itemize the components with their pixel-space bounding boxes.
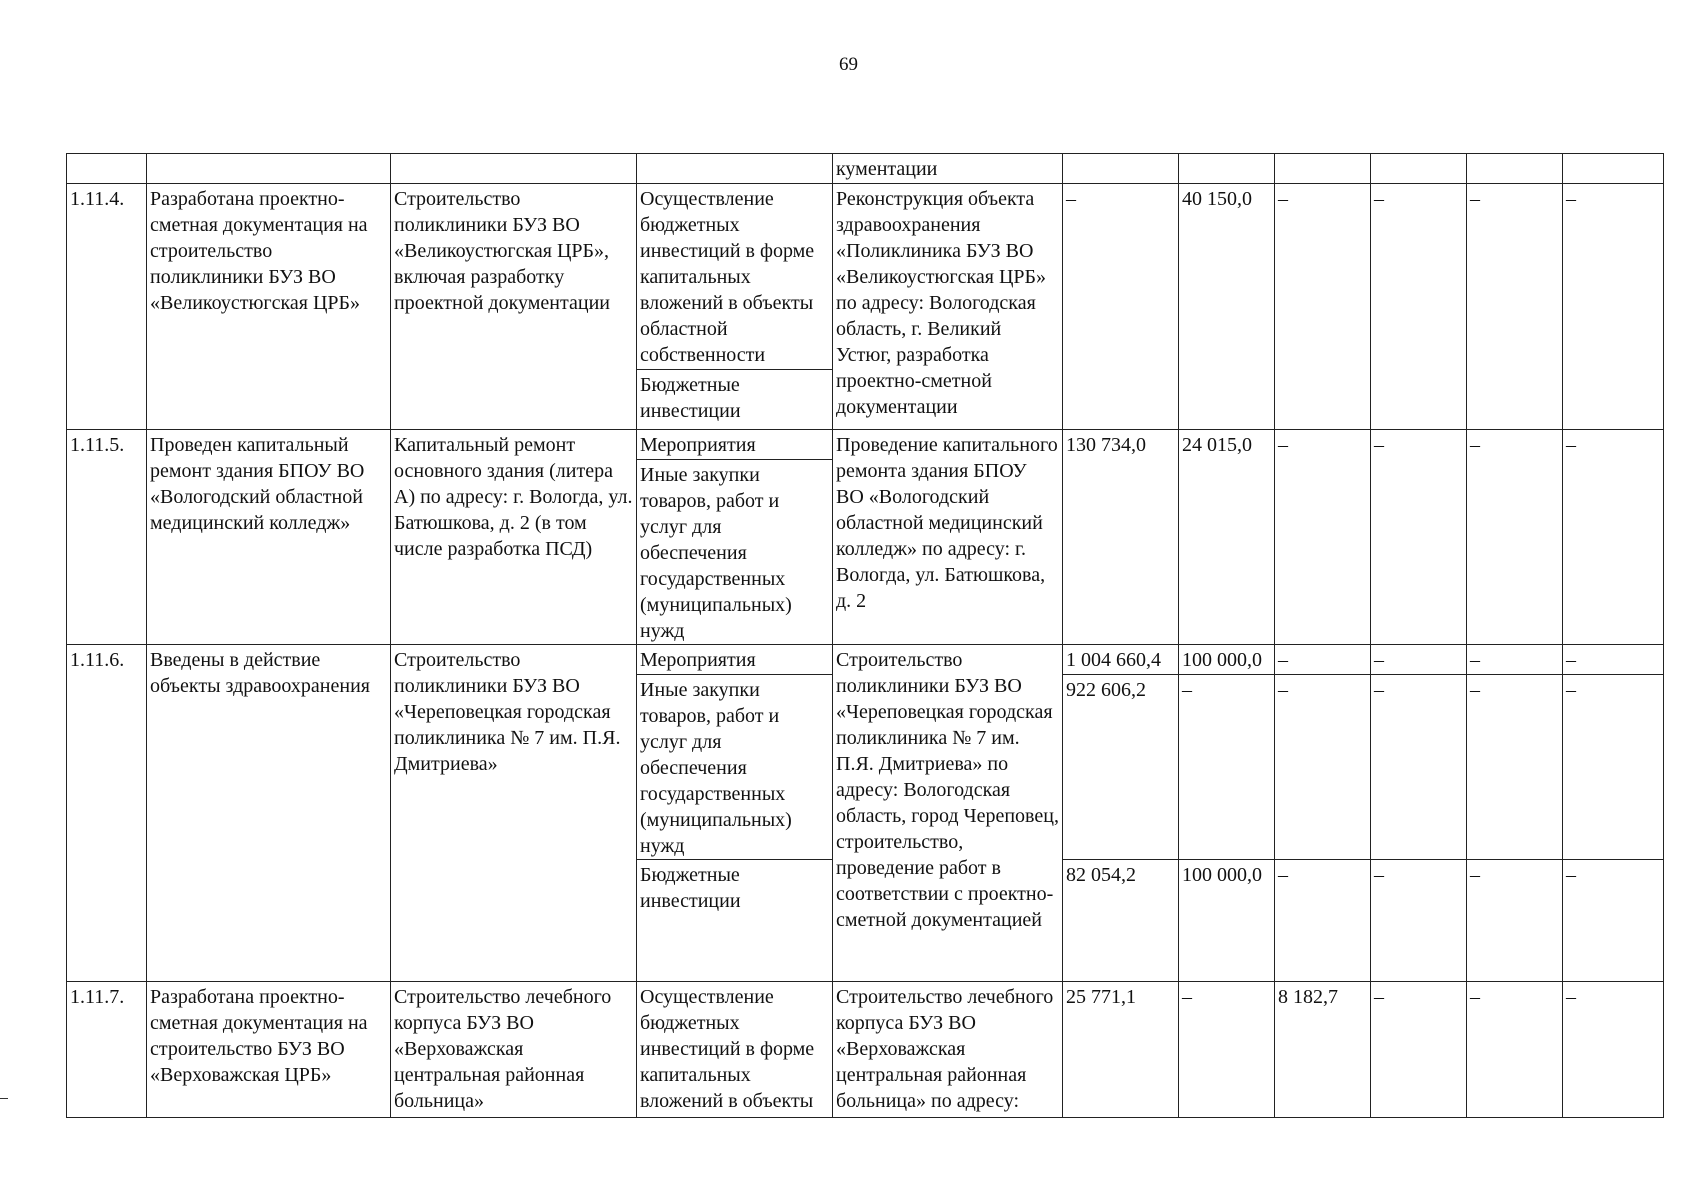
page-number: 69: [839, 54, 858, 75]
cell-expense-type: Мероприятия: [637, 430, 833, 460]
cell-empty: [1467, 154, 1563, 184]
cell-value: –: [1275, 645, 1371, 675]
cell-value: 100 000,0: [1179, 645, 1275, 675]
cell-object: Строительство поликлиники БУЗ ВО «Великоустюгская ЦРБ», включая разработку проектной документации: [391, 184, 637, 430]
cell-value: 1 004 660,4: [1063, 645, 1179, 675]
cell-empty: [67, 154, 147, 184]
cell-empty: [1275, 154, 1371, 184]
cell-value: –: [1179, 675, 1275, 860]
cell-id: 1.11.5.: [67, 430, 147, 645]
cell-empty: [1563, 154, 1664, 184]
table-row-continuation: [67, 154, 1664, 184]
cell-value: –: [1467, 184, 1563, 430]
cell-value: –: [1371, 430, 1467, 645]
cell-value: –: [1371, 184, 1467, 430]
cell-result: Разработана проектно-сметная документация на строительство БУЗ ВО «Верховажская ЦРБ»: [147, 982, 391, 1118]
cell-value: 130 734,0: [1063, 430, 1179, 645]
cell-value: 40 150,0: [1179, 184, 1275, 430]
cell-empty: [1371, 154, 1467, 184]
cell-value: 25 771,1: [1063, 982, 1179, 1118]
cell-object: Строительство лечебного корпуса БУЗ ВО «Верховажская центральная районная больница»: [391, 982, 637, 1118]
cell-empty: [1179, 154, 1275, 184]
cell-expense-type: Иные закупки товаров, работ и услуг для обеспечения государственных (муниципальных) нужд: [637, 675, 833, 860]
cell-expense-type: Бюджетные инвестиции: [637, 860, 833, 982]
cell-value: –: [1563, 645, 1664, 675]
cell-description: Реконструкция объекта здравоохранения «Поликлиника БУЗ ВО «Великоустюгская ЦРБ» по адресу: Вологодская область, г. Великий Устюг, разработка проектно-сметной документации: [833, 184, 1063, 430]
program-table-wrapper: [66, 153, 1664, 1118]
table-row: [67, 982, 1664, 1118]
cell-value: –: [1563, 430, 1664, 645]
cell-value: 82 054,2: [1063, 860, 1179, 982]
cell-value: –: [1467, 645, 1563, 675]
cell-description: Строительство лечебного корпуса БУЗ ВО «Верховажская центральная районная больница» по адресу:: [833, 982, 1063, 1118]
cell-value: –: [1275, 860, 1371, 982]
cell-id: 1.11.4.: [67, 184, 147, 430]
cell-result: Проведен капитальный ремонт здания БПОУ ВО «Вологодский областной медицинский колледж»: [147, 430, 391, 645]
cell-value: –: [1371, 982, 1467, 1118]
cell-value: –: [1275, 184, 1371, 430]
cell-empty: [391, 154, 637, 184]
cell-value: –: [1275, 430, 1371, 645]
cell-value: –: [1563, 860, 1664, 982]
cell-empty: [1063, 154, 1179, 184]
program-table: [66, 153, 1664, 1118]
cell-value: –: [1467, 675, 1563, 860]
cell-value: –: [1467, 982, 1563, 1118]
cell-value: 24 015,0: [1179, 430, 1275, 645]
cell-description: Строительство поликлиники БУЗ ВО «Череповецкая городская поликлиника № 7 им. П.Я. Дмитриева» по адресу: Вологодская область, город Череповец, строительство, проведение работ в соответствии с проектно-сметной документацией: [833, 645, 1063, 982]
cell-value: –: [1563, 184, 1664, 430]
cell-empty: [147, 154, 391, 184]
cell-id: 1.11.6.: [67, 645, 147, 982]
cell-expense-type: Иные закупки товаров, работ и услуг для обеспечения государственных (муниципальных) нужд: [637, 460, 833, 645]
cell-description: кументации: [833, 154, 1063, 184]
cell-id: 1.11.7.: [67, 982, 147, 1118]
cell-value: –: [1371, 675, 1467, 860]
cell-expense-type: Мероприятия: [637, 645, 833, 675]
cell-value: –: [1371, 645, 1467, 675]
cell-result: Введены в действие объекты здравоохранения: [147, 645, 391, 982]
cell-value: –: [1563, 982, 1664, 1118]
table-row: [67, 184, 1664, 370]
margin-mark: [0, 1098, 8, 1099]
cell-expense-type: Осуществление бюджетных инвестиций в форме капитальных вложений в объекты: [637, 982, 833, 1118]
table-row: [67, 430, 1664, 460]
cell-expense-type: Бюджетные инвестиции: [637, 370, 833, 430]
cell-expense-type: Осуществление бюджетных инвестиций в форме капитальных вложений в объекты областной собственности: [637, 184, 833, 370]
cell-value: 100 000,0: [1179, 860, 1275, 982]
cell-value: –: [1275, 675, 1371, 860]
cell-value: –: [1467, 430, 1563, 645]
cell-object: Строительство поликлиники БУЗ ВО «Череповецкая городская поликлиника № 7 им. П.Я. Дмитриева»: [391, 645, 637, 982]
cell-value: –: [1371, 860, 1467, 982]
cell-value: –: [1179, 982, 1275, 1118]
cell-description: Проведение капитального ремонта здания БПОУ ВО «Вологодский областной медицинский колледж» по адресу: г. Вологда, ул. Батюшкова, д. 2: [833, 430, 1063, 645]
cell-value: 922 606,2: [1063, 675, 1179, 860]
cell-value: –: [1563, 675, 1664, 860]
cell-value: –: [1467, 860, 1563, 982]
cell-empty: [637, 154, 833, 184]
table-row: [67, 645, 1664, 675]
cell-value: –: [1063, 184, 1179, 430]
cell-value: 8 182,7: [1275, 982, 1371, 1118]
cell-object: Капитальный ремонт основного здания (литера А) по адресу: г. Вологда, ул. Батюшкова, д. 2 (в том числе разработка ПСД): [391, 430, 637, 645]
cell-result: Разработана проектно-сметная документация на строительство поликлиники БУЗ ВО «Великоустюгская ЦРБ»: [147, 184, 391, 430]
